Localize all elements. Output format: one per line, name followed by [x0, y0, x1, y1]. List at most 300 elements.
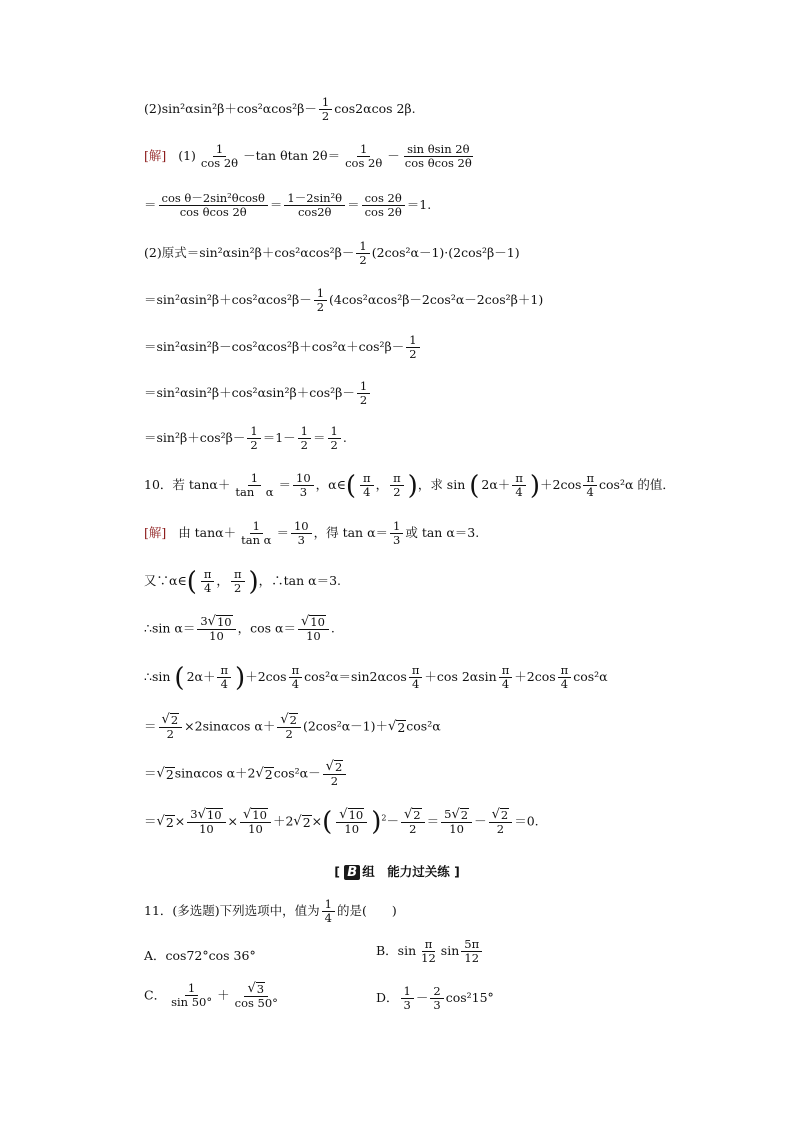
frac-half — [319, 96, 332, 123]
radical-sign: √ — [247, 981, 256, 996]
den: 4 — [411, 677, 420, 692]
answer-10-line-1 — [144, 520, 479, 547]
num: 1 — [357, 143, 370, 157]
num: 1 — [390, 520, 403, 534]
den: 4 — [515, 485, 523, 500]
bracket: ] — [454, 864, 460, 879]
text: ＝0. — [514, 813, 539, 829]
option-a[interactable] — [144, 946, 256, 964]
num: 1 — [328, 425, 341, 439]
den: 4 — [363, 485, 371, 500]
den: cos 50° — [234, 995, 278, 1010]
num: π — [512, 472, 526, 486]
den: 4 — [220, 677, 228, 692]
text: ，cos α＝ — [237, 620, 296, 636]
radical-sign: √ — [403, 807, 413, 822]
text: 11．(多选题)下列选项中，值为 — [144, 903, 320, 919]
frac — [360, 472, 374, 499]
text: 的是( ) — [337, 903, 397, 919]
option-b[interactable] — [376, 938, 484, 965]
text: ，α∈ — [315, 477, 346, 493]
den: 3 — [433, 998, 441, 1013]
den: tan α — [241, 533, 272, 548]
num: 1 — [319, 96, 332, 110]
num — [401, 808, 425, 823]
num: π — [409, 664, 423, 678]
text: ＋ — [217, 987, 230, 1003]
frac-half — [406, 334, 419, 361]
num: π — [289, 664, 303, 678]
radical-sign: √ — [300, 614, 310, 629]
frac-half — [298, 425, 311, 452]
coef: 5 — [444, 807, 452, 821]
text: －tan θtan 2θ＝ — [243, 148, 341, 164]
num — [197, 615, 235, 630]
text: 2α＋ — [481, 477, 511, 493]
paren: ( — [345, 470, 357, 501]
frac-half — [328, 425, 341, 452]
radical-sign: √ — [325, 759, 334, 774]
text: × — [227, 813, 238, 829]
frac — [441, 808, 472, 836]
text: cos²α 的值． — [599, 477, 675, 493]
sqrt — [280, 713, 298, 727]
frac — [232, 472, 276, 499]
text: C． — [144, 987, 167, 1003]
num: 1 — [250, 520, 263, 534]
paren: ( — [322, 806, 333, 837]
text: cos²α－ — [273, 765, 321, 781]
num: 1 — [401, 985, 414, 999]
frac — [197, 615, 235, 643]
text: . — [330, 620, 335, 636]
text: ＝ — [144, 765, 157, 781]
den: sin 50° — [171, 995, 213, 1010]
sqrt — [339, 808, 364, 822]
question-11 — [144, 898, 397, 925]
paren: ) — [235, 662, 246, 693]
num: π — [583, 472, 597, 486]
sqrt — [208, 615, 233, 629]
frac — [322, 898, 335, 925]
text: ， — [216, 573, 229, 589]
num: π — [499, 664, 513, 678]
num: π — [390, 472, 404, 486]
num — [187, 808, 225, 823]
text: ＝ — [269, 197, 283, 213]
paren: ) — [407, 470, 418, 501]
num: sin θsin 2θ — [404, 143, 472, 157]
num: 1 — [356, 240, 369, 254]
paren: ( — [469, 470, 480, 501]
frac-half — [357, 380, 370, 407]
frac-half — [314, 287, 327, 314]
num — [489, 808, 513, 823]
text: ＝sin²αsin²β－cos²αcos²β＋cos²α＋cos²β－ — [144, 339, 405, 355]
text: － — [386, 813, 399, 829]
frac — [238, 520, 274, 547]
text: ＝1. — [406, 197, 432, 213]
den: 2 — [409, 347, 417, 362]
sqrt — [162, 713, 180, 727]
den: cos θcos 2θ — [404, 156, 472, 171]
sqrt — [198, 808, 223, 822]
frac — [231, 568, 245, 595]
den: 10 — [449, 821, 464, 836]
radicand: 2 — [460, 808, 469, 822]
radicand: 3 — [256, 982, 265, 996]
radical-sign: √ — [491, 807, 500, 822]
line-5 — [144, 287, 543, 314]
text: ＝ — [144, 197, 157, 213]
den: 10 — [306, 628, 321, 643]
answer-10-line-5 — [144, 713, 441, 741]
frac — [168, 982, 215, 1009]
radicand: 2 — [500, 808, 509, 822]
sqrt — [388, 720, 406, 735]
radicand: 10 — [252, 808, 267, 822]
den: cos 2θ — [200, 156, 239, 171]
frac — [390, 472, 404, 499]
text: ∴sin — [144, 669, 171, 685]
frac — [512, 472, 526, 499]
num — [159, 713, 183, 728]
text: B．sin — [376, 943, 417, 959]
frac — [430, 985, 443, 1012]
text: ＋2cos — [245, 669, 287, 685]
den: 3 — [393, 533, 401, 548]
text: 2α＋ — [186, 669, 216, 685]
den: 2 — [234, 581, 242, 596]
text: ＋2 — [272, 813, 294, 829]
frac-half — [356, 240, 369, 267]
num: 10 — [293, 472, 314, 486]
text: (1) — [178, 148, 196, 164]
num: π — [558, 664, 572, 678]
text: 10．若 tanα＋ — [144, 477, 231, 493]
bracket: [ — [334, 864, 340, 879]
text: ∴sin α＝ — [144, 620, 196, 636]
den: cos θcos 2θ — [179, 205, 247, 220]
sqrt — [157, 815, 175, 830]
num — [336, 808, 367, 823]
frac — [461, 938, 482, 965]
text: ＝ — [426, 813, 440, 829]
text: － — [415, 990, 429, 1006]
den: 2 — [359, 253, 367, 268]
frac — [489, 808, 513, 836]
text: ＝ — [278, 477, 292, 493]
question-10 — [144, 472, 675, 499]
text: ＝sin²αsin²β＋cos²αsin²β＋cos²β－ — [144, 385, 355, 401]
text: ×2sinαcos α＋ — [184, 718, 276, 734]
exponent: 2 — [381, 813, 387, 823]
frac — [390, 520, 403, 547]
num: 1 — [248, 472, 261, 486]
num — [441, 808, 472, 823]
frac — [198, 143, 241, 170]
coef: 3 — [200, 614, 208, 628]
frac — [240, 808, 271, 836]
num: 10 — [291, 520, 312, 534]
frac — [409, 664, 423, 691]
text: (2cos²α－1)·(2cos²β－1) — [371, 245, 520, 261]
text: (2)原式＝sin²αsin²β＋cos²αcos²β－ — [144, 245, 355, 261]
text: ＝1－ — [262, 430, 296, 446]
solution-tag: [解] — [144, 148, 167, 164]
frac — [583, 472, 597, 499]
line-8 — [144, 425, 347, 452]
radicand: 10 — [216, 615, 232, 629]
answer-10-line-3 — [144, 615, 335, 643]
den: cos 2θ — [364, 205, 402, 220]
num: π — [360, 472, 374, 486]
radicand: 2 — [397, 720, 406, 736]
den: tan α — [235, 485, 274, 500]
den: 4 — [203, 581, 212, 596]
radical-sign: √ — [255, 766, 264, 782]
text: 或 tan α＝3. — [405, 525, 480, 541]
num: 1－2sin²θ — [284, 192, 345, 206]
den: cos 2θ — [345, 156, 383, 171]
den: 10 — [344, 821, 360, 836]
coef: 3 — [190, 807, 198, 821]
paren: ) — [248, 566, 259, 597]
text: － — [474, 813, 487, 829]
den: 2 — [330, 438, 338, 453]
text: (2cos²α－1)＋ — [302, 718, 389, 734]
den: 2 — [166, 726, 174, 741]
text: ＝ — [144, 718, 157, 734]
num: 2 — [430, 985, 443, 999]
radical-sign: √ — [156, 766, 165, 782]
radical-sign: √ — [280, 712, 289, 727]
answer-10-line-6 — [144, 760, 348, 788]
radicand: 2 — [302, 815, 311, 831]
num: 1 — [247, 425, 260, 439]
frac-half — [247, 425, 260, 452]
num — [323, 760, 347, 775]
text: . — [342, 430, 347, 446]
den: 2 — [285, 726, 293, 741]
text: － — [387, 148, 400, 164]
den: 4 — [586, 485, 594, 500]
text: cos²15° — [445, 990, 494, 1006]
frac — [217, 664, 231, 691]
option-c[interactable] — [144, 982, 283, 1010]
sqrt — [301, 615, 326, 629]
frac — [232, 982, 281, 1010]
text: 又∵α∈ — [144, 573, 187, 589]
text: ，得 tan α＝ — [313, 525, 389, 541]
num: π — [201, 568, 215, 582]
text: (2)sin²αsin²β＋cos²αcos²β－ — [144, 101, 317, 117]
radical-sign: √ — [243, 807, 252, 822]
radical-sign: √ — [293, 814, 302, 830]
sqrt — [293, 815, 311, 830]
text: sinαcos α＋2 — [174, 765, 256, 781]
den: cos2θ — [297, 205, 332, 220]
frac — [402, 143, 475, 170]
radicand: 2 — [413, 808, 421, 822]
group-badge: B — [344, 865, 360, 880]
den: 2 — [316, 300, 325, 315]
num — [298, 615, 329, 630]
num — [240, 808, 271, 823]
radical-sign: √ — [339, 807, 348, 822]
frac — [418, 938, 439, 965]
frac — [401, 985, 414, 1012]
frac — [499, 664, 513, 691]
frac — [558, 664, 572, 691]
frac — [293, 472, 314, 499]
text: ，∴tan α＝3. — [258, 573, 342, 589]
radical-sign: √ — [156, 814, 165, 830]
num: π — [231, 568, 245, 582]
num: 1 — [357, 380, 370, 394]
text: ＝ — [347, 197, 360, 213]
radicand: 10 — [310, 615, 325, 629]
text: sin — [440, 943, 460, 959]
frac — [187, 808, 225, 836]
den: 2 — [359, 393, 368, 408]
den: 10 — [199, 821, 214, 836]
den: 2 — [321, 109, 330, 124]
line-6 — [144, 334, 422, 361]
den: 2 — [330, 773, 339, 788]
num — [244, 982, 268, 997]
frac — [159, 713, 183, 741]
den: 2 — [393, 485, 401, 500]
line-1 — [144, 96, 416, 123]
frac — [284, 192, 345, 219]
den: 10 — [248, 821, 263, 836]
answer-10-line-2 — [144, 568, 341, 595]
num: 1 — [185, 982, 198, 996]
den: 3 — [297, 533, 305, 548]
frac — [342, 143, 385, 170]
text: ＋2cos — [514, 669, 556, 685]
answer-10-line-7 — [144, 808, 539, 836]
paren: ) — [529, 470, 541, 501]
text: cos2αcos 2β. — [334, 101, 416, 117]
text: ， — [375, 477, 389, 493]
num — [277, 713, 301, 728]
den: 3 — [403, 998, 411, 1013]
radicand: 2 — [170, 713, 179, 727]
sqrt — [243, 808, 268, 822]
line-7 — [144, 380, 372, 407]
text: cos²α＝sin2αcos — [304, 669, 407, 685]
sqrt — [247, 982, 265, 996]
radicand: 2 — [165, 767, 174, 783]
text: D． — [376, 990, 399, 1006]
line-2 — [144, 143, 477, 170]
frac — [201, 568, 215, 595]
den: 12 — [464, 951, 480, 966]
sqrt — [451, 808, 469, 822]
frac — [336, 808, 367, 836]
num: 1 — [298, 425, 311, 439]
radical-sign: √ — [197, 807, 206, 822]
sqrt — [326, 760, 344, 774]
line-3 — [144, 192, 431, 219]
paren: ) — [371, 806, 382, 837]
radicand: 2 — [165, 815, 174, 831]
text: ＋cos 2αsin — [424, 669, 497, 685]
section-header — [0, 862, 794, 880]
den: 2 — [409, 821, 417, 836]
den: 3 — [299, 485, 308, 500]
num: 1 — [314, 287, 327, 301]
radical-sign: √ — [451, 807, 460, 822]
num: π — [422, 938, 436, 952]
radical-sign: √ — [388, 719, 397, 735]
frac — [277, 713, 301, 741]
text: 由 tanα＋ — [178, 525, 237, 541]
den: 4 — [560, 677, 569, 692]
den: 2 — [250, 438, 258, 453]
sqrt — [404, 808, 422, 822]
den: 2 — [496, 821, 505, 836]
option-d[interactable] — [376, 985, 494, 1012]
den: 4 — [324, 911, 332, 926]
num: 1 — [213, 143, 226, 157]
den: 12 — [421, 951, 436, 966]
num: cos θ－2sin²θcosθ — [159, 192, 268, 206]
frac — [323, 760, 347, 788]
solution-tag: [解] — [144, 525, 167, 541]
frac — [401, 808, 425, 836]
frac — [298, 615, 329, 643]
frac — [159, 192, 268, 219]
den: 10 — [209, 628, 224, 643]
text: × — [311, 813, 323, 829]
section-title: 组 能力过关练 — [362, 864, 450, 879]
text: cos²α — [573, 669, 608, 685]
text: ，求 sin — [417, 477, 466, 493]
radicand: 2 — [334, 760, 343, 774]
line-4 — [144, 240, 520, 267]
radicand: 2 — [289, 713, 297, 727]
den: 4 — [291, 677, 300, 692]
text: ＝ — [313, 430, 326, 446]
radicand: 10 — [206, 808, 222, 822]
sqrt — [255, 767, 273, 782]
text: ＝ — [276, 525, 289, 541]
frac — [291, 520, 312, 547]
num: 1 — [322, 898, 335, 912]
radicand: 2 — [264, 767, 273, 783]
sqrt — [157, 767, 175, 782]
radical-sign: √ — [161, 712, 170, 727]
text: ＝ — [144, 813, 157, 829]
text: ＝sin²β＋cos²β－ — [144, 430, 246, 446]
frac — [362, 192, 405, 219]
den: 4 — [501, 677, 510, 692]
radical-sign: √ — [207, 614, 216, 629]
den: 2 — [300, 438, 308, 453]
num: π — [217, 664, 231, 678]
answer-10-line-4 — [144, 664, 608, 691]
num: 5π — [461, 938, 482, 952]
sqrt — [492, 808, 510, 822]
paren: ( — [186, 566, 197, 597]
text: ＝sin²αsin²β＋cos²αcos²β－ — [144, 292, 312, 308]
paren: ( — [174, 662, 185, 693]
radicand: 10 — [348, 808, 364, 822]
num: 1 — [406, 334, 419, 348]
